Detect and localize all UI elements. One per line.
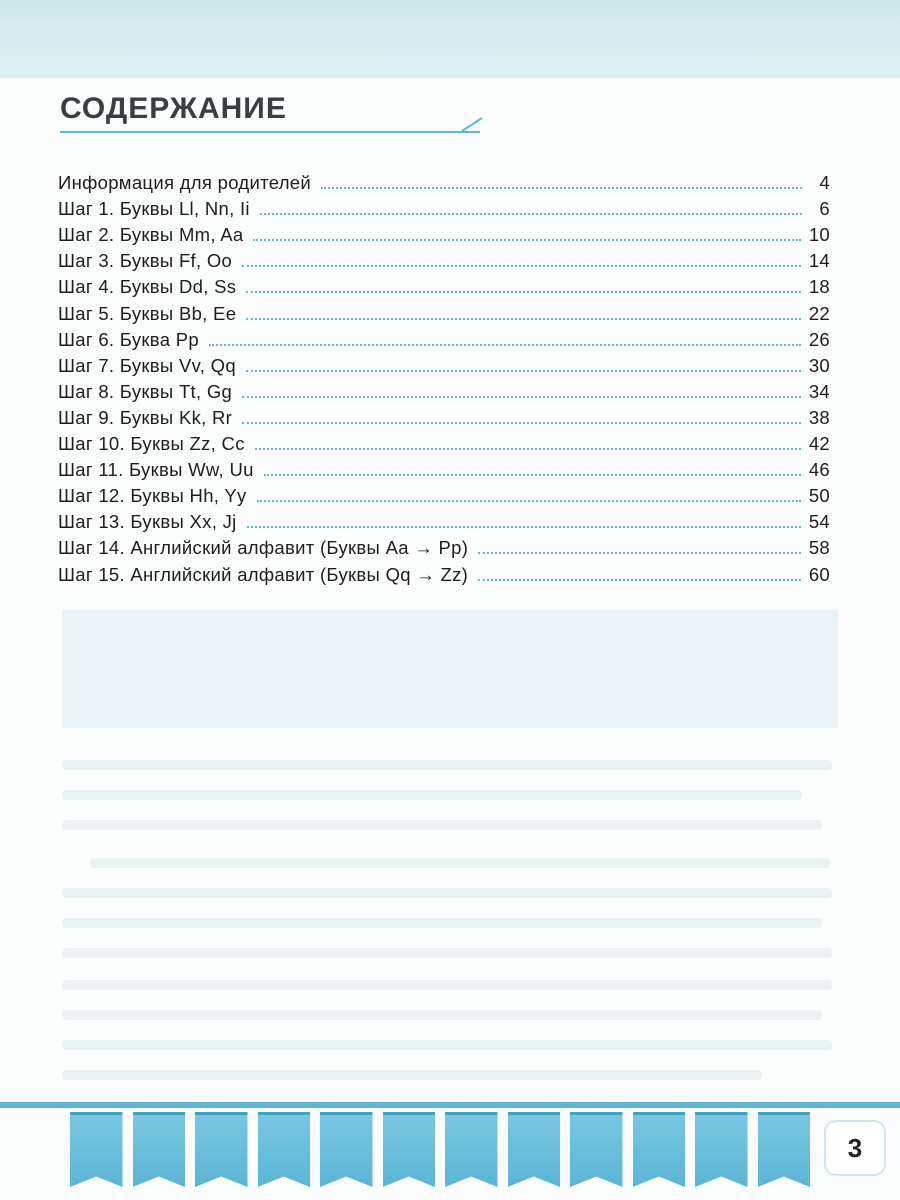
toc-entry-page-number: 26 — [808, 328, 830, 350]
toc-entry-page-number: 18 — [808, 276, 830, 298]
toc-entry-page-number: 22 — [808, 302, 830, 324]
bleed-through-line — [62, 790, 802, 800]
bleed-through-line — [62, 948, 832, 958]
toc-entry-title: Шаг 13. Буквы Xx, Jj — [58, 511, 237, 533]
bleed-through-line — [62, 1070, 762, 1080]
dot-leader — [257, 499, 801, 502]
decorative-tab — [320, 1112, 373, 1187]
toc-entry[interactable] — [58, 298, 830, 324]
toc-entry-title: Шаг 12. Буквы Hh, Yy — [58, 485, 247, 507]
bleed-through-line — [62, 918, 822, 928]
toc-entry-page-number: 60 — [808, 563, 830, 585]
toc-entry[interactable] — [58, 533, 830, 559]
dot-leader — [246, 317, 801, 320]
toc-entry-page-number: 30 — [808, 354, 830, 376]
decorative-tab — [383, 1112, 436, 1187]
toc-entry-title: Шаг 14. Английский алфавит (Буквы Aa → Pp) — [58, 537, 469, 559]
toc-entry[interactable] — [58, 246, 830, 272]
toc-entry[interactable] — [58, 403, 830, 429]
toc-entry[interactable] — [58, 351, 830, 377]
decorative-tab — [258, 1112, 311, 1187]
decorative-tab — [70, 1112, 123, 1187]
toc-entry-title: Шаг 2. Буквы Mm, Aa — [58, 224, 244, 246]
bleed-through-line — [62, 980, 832, 990]
page-number: 3 — [826, 1122, 884, 1174]
table-of-contents — [58, 168, 830, 586]
dot-leader — [478, 551, 801, 554]
toc-entry[interactable] — [58, 325, 830, 351]
bleed-through-line — [62, 760, 832, 770]
toc-entry-page-number: 14 — [808, 250, 830, 272]
bleed-through-line — [62, 1010, 822, 1020]
toc-entry-page-number: 4 — [819, 172, 830, 194]
toc-entry-title: Шаг 15. Английский алфавит (Буквы Qq → Zz) — [58, 563, 469, 585]
toc-entry[interactable] — [58, 429, 830, 455]
toc-entry[interactable] — [58, 377, 830, 403]
toc-entry[interactable] — [58, 168, 830, 194]
dot-leader — [242, 264, 801, 267]
toc-entry-title: Шаг 9. Буквы Kk, Rr — [58, 406, 233, 428]
dot-leader — [209, 343, 801, 346]
toc-entry-title: Шаг 1. Буквы Ll, Nn, Ii — [58, 198, 250, 220]
toc-entry-page-number: 50 — [808, 485, 830, 507]
toc-entry[interactable] — [58, 559, 830, 585]
decorative-tab — [133, 1112, 186, 1187]
decorative-tab — [445, 1112, 498, 1187]
contents-heading: СОДЕРЖАНИЕ — [60, 92, 287, 125]
toc-entry-title: Шаг 11. Буквы Ww, Uu — [58, 459, 254, 481]
toc-entry[interactable] — [58, 455, 830, 481]
bleed-through-line — [90, 858, 830, 868]
toc-entry-page-number: 46 — [808, 459, 830, 481]
dot-leader — [253, 238, 800, 241]
decorative-tab — [695, 1112, 748, 1187]
toc-entry[interactable] — [58, 220, 830, 246]
decorative-tab — [570, 1112, 623, 1187]
toc-entry[interactable] — [58, 194, 830, 220]
top-color-band — [0, 0, 900, 78]
dot-leader — [321, 186, 802, 189]
toc-entry[interactable] — [58, 272, 830, 298]
toc-entry-title: Шаг 7. Буквы Vv, Qq — [58, 354, 236, 376]
toc-entry-title: Шаг 6. Буква Pp — [58, 328, 199, 350]
dot-leader — [260, 212, 802, 215]
toc-entry-title: Шаг 8. Буквы Tt, Gg — [58, 380, 233, 402]
toc-entry-title: Шаг 10. Буквы Zz, Cc — [58, 433, 245, 455]
toc-entry-page-number: 6 — [819, 198, 830, 220]
footer-tab-row — [70, 1112, 810, 1184]
bleed-through-line — [62, 1040, 832, 1050]
dot-leader — [255, 447, 801, 450]
decorative-tab — [508, 1112, 561, 1187]
dot-leader — [247, 525, 801, 528]
dot-leader — [264, 473, 801, 476]
toc-entry-page-number: 34 — [808, 380, 830, 402]
toc-entry[interactable] — [58, 507, 830, 533]
footer-accent-strip — [0, 1102, 900, 1108]
toc-entry-page-number: 42 — [808, 433, 830, 455]
toc-entry-title: Шаг 3. Буквы Ff, Oo — [58, 250, 233, 272]
bleed-through-block — [62, 610, 838, 728]
toc-entry-title: Шаг 4. Буквы Dd, Ss — [58, 276, 237, 298]
decorative-tab — [633, 1112, 686, 1187]
decorative-tab — [195, 1112, 248, 1187]
toc-entry-page-number: 10 — [808, 224, 830, 246]
dot-leader — [242, 395, 801, 398]
bleed-through-line — [62, 888, 832, 898]
toc-entry-page-number: 54 — [808, 511, 830, 533]
dot-leader — [242, 421, 801, 424]
toc-entry-title: Шаг 5. Буквы Bb, Ee — [58, 302, 237, 324]
bleed-through-line — [62, 820, 822, 830]
dot-leader — [246, 290, 801, 293]
toc-entry[interactable] — [58, 481, 830, 507]
toc-entry-page-number: 58 — [808, 537, 830, 559]
toc-entry-page-number: 38 — [808, 406, 830, 428]
toc-entry-title: Информация для родителей — [58, 172, 312, 194]
decorative-tab — [758, 1112, 811, 1187]
dot-leader — [246, 369, 801, 372]
heading-underline — [60, 131, 480, 133]
dot-leader — [478, 578, 801, 581]
